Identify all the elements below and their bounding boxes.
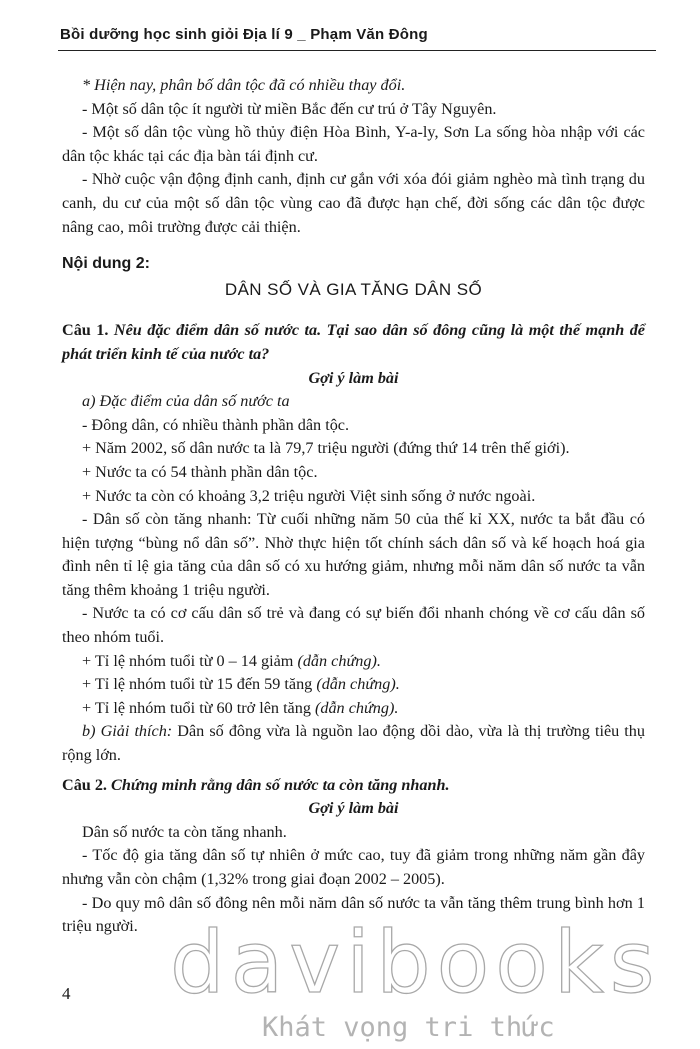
question-1-text: Nêu đặc điểm dân số nước ta. Tại sao dân số đông cũng là một thế mạnh để phát triển kinh tế của nước ta? — [62, 321, 645, 363]
intro-note: * Hiện nay, phân bố dân tộc đã có nhiều thay đổi. — [82, 76, 406, 94]
answer-line: - Nước ta có cơ cấu dân số trẻ và đang có sự biến đổi nhanh chóng về cơ cấu dân số theo nhóm tuổi. — [62, 604, 645, 647]
intro-item: - Một số dân tộc vùng hồ thủy điện Hòa Bình, Y-a-ly, Sơn La sống hòa nhập với các dân tộc khác tại các địa bàn tái định cư. — [62, 123, 645, 165]
page-number: 4 — [62, 984, 71, 1003]
answer-line: + Năm 2002, số dân nước ta là 79,7 triệu người (đứng thứ 14 trên thế giới). — [82, 439, 570, 458]
header-rule — [58, 50, 656, 51]
answer-line: + Nước ta có 54 thành phần dân tộc. — [82, 462, 318, 481]
running-header: Bồi dưỡng học sinh giỏi Địa lí 9 _ Phạm Văn Đông — [60, 26, 428, 43]
question-1-hint: Gợi ý làm bài — [308, 368, 399, 387]
intro-item: - Nhờ cuộc vận động định canh, định cư gắn với xóa đói giảm nghèo mà tình trạng du canh, du cư của một số dân tộc vùng cao đã được hạn chế, đời sống các dân tộc được nâng cao, môi trường được cải thiện. — [62, 170, 645, 236]
watermark-slogan: Khát vọng tri thức — [262, 1012, 555, 1043]
age-group-text: + Tỉ lệ nhóm tuổi từ 60 trở lên tăng — [82, 698, 315, 717]
question-1 — [62, 319, 645, 366]
intro-item: - Một số dân tộc ít người từ miền Bắc đến cư trú ở Tây Nguyên. — [82, 99, 497, 118]
watermark-brand: davibooks — [170, 913, 661, 1013]
question-2-text: Chứng minh rằng dân số nước ta còn tăng nhanh. — [111, 775, 450, 794]
answer-line: - Do quy mô dân số đông nên mỗi năm dân số nước ta vẫn tăng thêm trung bình hơn 1 triệu người. — [62, 893, 645, 936]
part-b-label: b) Giải thích: — [82, 722, 173, 741]
question-2-hint: Gợi ý làm bài — [308, 799, 399, 818]
question-2-label: Câu 2. — [62, 775, 107, 794]
age-group-text: + Tỉ lệ nhóm tuổi từ 0 – 14 giảm — [82, 651, 298, 670]
question-1-part-b — [62, 720, 645, 767]
age-group-line — [62, 673, 645, 697]
age-group-note: (dẫn chứng). — [316, 675, 400, 694]
age-group-note: (dẫn chứng). — [297, 651, 381, 670]
answer-line: Dân số nước ta còn tăng nhanh. — [82, 822, 287, 841]
answer-line: - Tốc độ gia tăng dân số tự nhiên ở mức cao, tuy đã giảm trong những năm gần đây nhưng vẫn còn chậm (1,32% trong giai đoạn 2002 – 2005). — [62, 846, 645, 888]
age-group-line — [62, 650, 645, 674]
question-1-label: Câu 1. — [62, 321, 109, 340]
section-title: DÂN SỐ VÀ GIA TĂNG DÂN SỐ — [224, 279, 483, 299]
answer-line: - Đông dân, có nhiều thành phần dân tộc. — [82, 415, 350, 434]
question-1-part-a: a) Đặc điểm của dân số nước ta — [82, 392, 290, 411]
section-label: Nội dung 2: — [62, 255, 150, 273]
answer-line: + Nước ta còn có khoảng 3,2 triệu người Việt sinh sống ở nước ngoài. — [82, 486, 536, 505]
age-group-text: + Tỉ lệ nhóm tuổi từ 15 đến 59 tăng — [82, 675, 317, 694]
answer-line: - Dân số còn tăng nhanh: Từ cuối những năm 50 của thế kỉ XX, nước ta bắt đầu có hiện tượng “bùng nổ dân số”. Nhờ thực hiện tốt chính sách dân số và kế hoạch hoá gia đình nên tỉ lệ gia tăng của dân số có xu hướng giảm, nhưng mỗi năm dân số nước ta vẫn tăng thêm khoảng 1 triệu người. — [62, 510, 645, 599]
question-2 — [62, 774, 645, 798]
page-content — [62, 74, 645, 939]
age-group-line — [62, 697, 645, 721]
age-group-note: (dẫn chứng). — [314, 698, 399, 717]
part-b-text: Dân số đông vừa là nguồn lao động dồi dào, vừa là thị trường tiêu thụ rộng lớn. — [62, 722, 645, 765]
